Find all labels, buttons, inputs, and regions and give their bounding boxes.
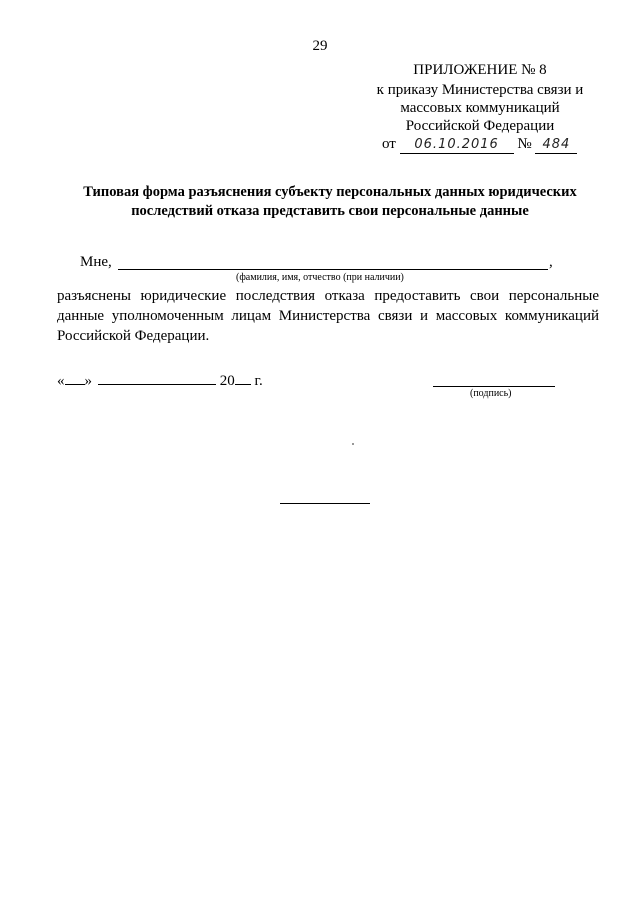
mne-label: Мне, — [80, 254, 112, 270]
number-prefix: № — [517, 136, 532, 152]
appendix-country-line: Российской Федерации — [405, 118, 555, 134]
quote-open: « — [57, 373, 65, 389]
date-blank-line — [57, 371, 263, 390]
body-paragraph: разъяснены юридические последствия отказа предоставить свои персональные данные уполномоченным лицам Министерства связи и массовых коммуникаций Российской Федерации. — [57, 288, 599, 344]
document-title-line1: Типовая форма разъяснения субъекту персональных данных юридических — [83, 184, 577, 200]
order-date-number-line — [382, 135, 577, 154]
year-suffix: г. — [254, 373, 263, 389]
date-prefix: от — [382, 136, 396, 152]
year-blank[interactable] — [235, 371, 251, 385]
scan-speck — [352, 443, 354, 445]
name-caption: (фамилия, имя, отчество (при наличии) — [236, 272, 404, 283]
document-title-line2: последствий отказа представить свои персональные данные — [131, 203, 529, 219]
signature-caption: (подпись) — [470, 388, 512, 399]
end-of-document-rule — [280, 503, 370, 504]
page-number: 29 — [312, 38, 328, 54]
signature-blank-line[interactable] — [433, 386, 555, 387]
quote-close: » — [84, 373, 92, 389]
order-number-handwritten: 484 — [535, 137, 577, 154]
year-prefix: 20 — [219, 373, 235, 389]
appendix-ministry-line: массовых коммуникаций — [400, 100, 560, 116]
order-date-handwritten: 06.10.2016 — [400, 137, 514, 154]
month-blank[interactable] — [98, 371, 216, 385]
day-blank[interactable] — [65, 371, 85, 385]
appendix-title: ПРИЛОЖЕНИЕ № 8 — [413, 62, 547, 78]
appendix-order-line: к приказу Министерства связи и — [376, 82, 584, 98]
name-blank-line[interactable] — [118, 269, 548, 270]
name-comma: , — [549, 254, 553, 270]
